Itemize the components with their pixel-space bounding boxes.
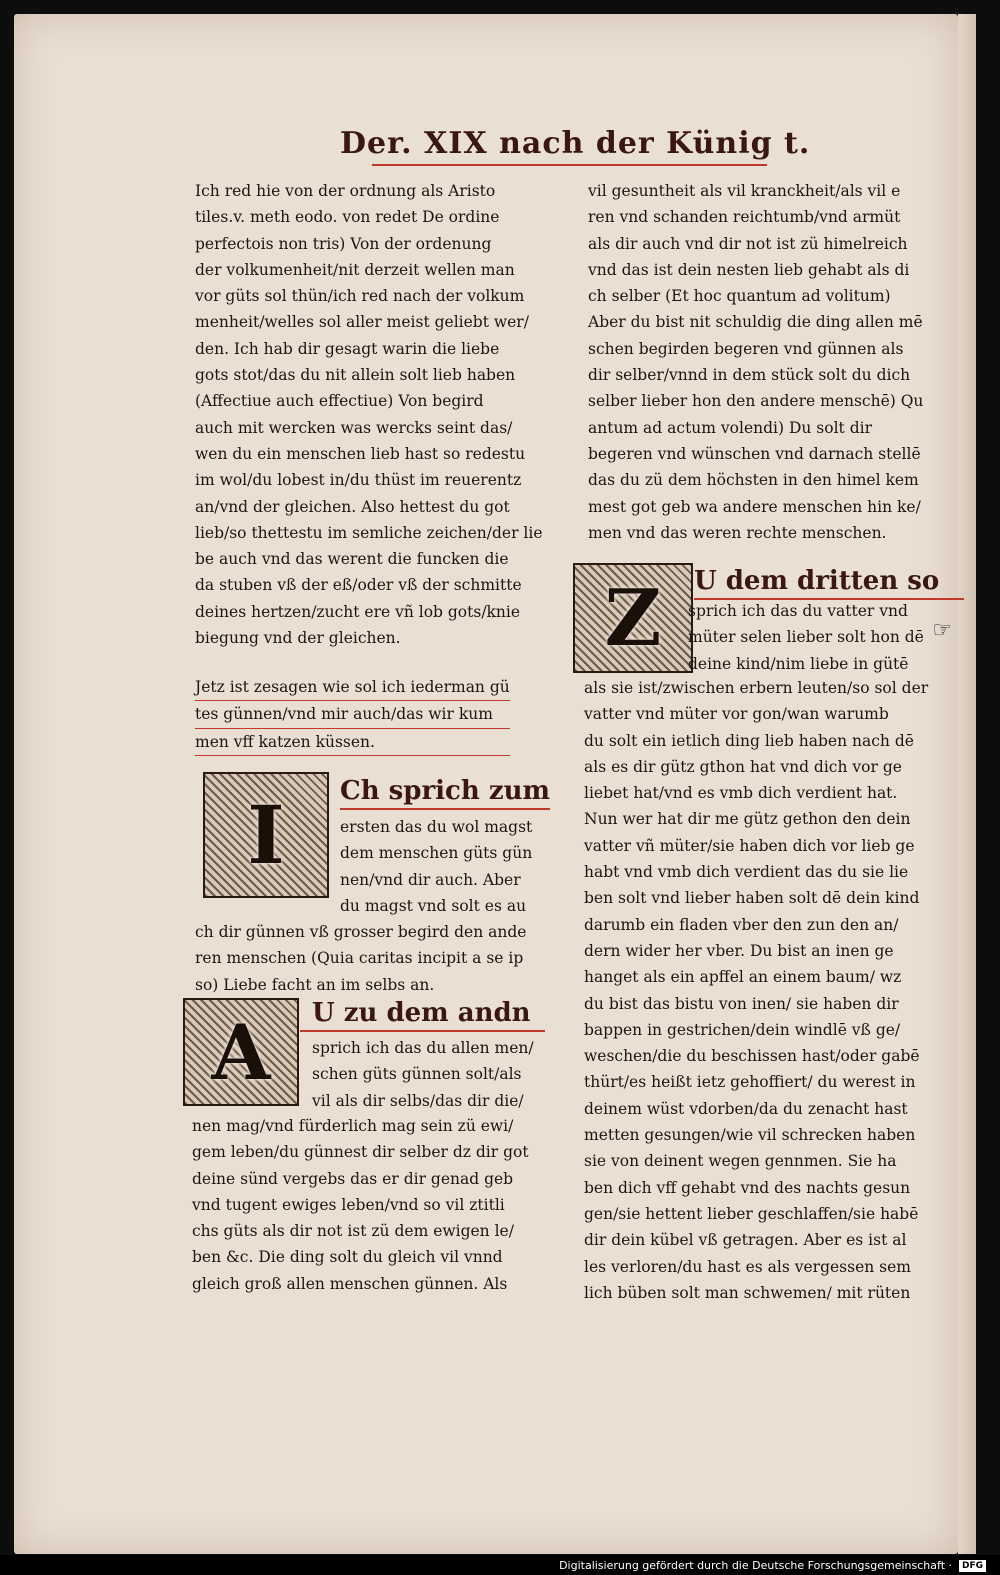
text-line: ben dich vff gehabt vnd des nachts gesun [584,1178,911,1197]
left-column-block-2 [195,674,510,756]
text-line: dir dein kübel vß getragen. Aber es ist al [584,1231,907,1250]
text-line: liebet hat/vnd es vmb dich verdient hat. [584,784,898,803]
text-line: auch mit wercken was wercks seint das/ [195,418,513,437]
dfg-logo: DFG [959,1560,986,1572]
header-rule [372,164,767,166]
text-line: ren vnd schanden reichtumb/vnd armüt [588,208,901,227]
text-line: deinem wüst vdorben/da du zenacht hast [584,1099,908,1118]
text-line: sprich ich das du allen men/ [312,1039,534,1057]
text-line: chs güts als dir not ist zü dem ewigen le/ [192,1222,514,1241]
text-line: an/vnd der gleichen. Also hettest du got [195,497,510,516]
text-line: du bist das bistu von inen/ sie haben dir [584,994,899,1013]
text-line: vatter vñ müter/sie haben dich vor lieb ge [584,836,915,855]
text-line: schen begirden begeren vnd günnen als [588,339,904,358]
text-line: deine kind/nim liebe in gütē [688,654,909,673]
right-column-block-1 [588,178,923,546]
text-line: nen/vnd dir auch. Aber [340,870,521,889]
text-line: thürt/es heißt ietz gehoffiert/ du werest in [584,1073,916,1092]
text-line: ben solt vnd lieber haben solt dē dein kind [584,889,920,908]
heading-1-rule [340,808,550,810]
text-line: als dir auch vnd dir not ist zü himelreich [588,234,908,253]
initial-letter-2: A [211,1007,271,1097]
text-line: ch selber (Et hoc quantum ad volitum) [588,287,891,306]
page-edge [958,14,976,1554]
text-line: habt vnd vmb dich verdient das du sie lie [584,863,909,882]
text-line: da stuben vß der eß/oder vß der schmitte [195,576,522,595]
text-line: vatter vnd müter vor gon/wan warumb [584,705,889,724]
text-line: be auch vnd das werent die funcken die [195,550,509,569]
text-line: vnd tugent ewiges leben/vnd so vil ztitli [192,1195,505,1214]
text-line: bappen in gestrichen/dein windlē vß ge/ [584,1020,901,1039]
text-line: darumb ein fladen vber den zun den an/ [584,915,899,934]
section-heading-3: U dem dritten so [694,566,940,596]
text-line: gen/sie hettent lieber geschlaffen/sie habē [584,1204,919,1223]
text-line: müter selen lieber solt hon dē [688,628,924,647]
text-line: perfectois non tris) Von der ordenung [195,234,492,253]
text-line: im wol/du lobest in/du thüst im reuerentz [195,471,522,490]
text-line: men vnd das weren rechte menschen. [588,523,887,542]
text-line: lieb/so thettestu im semliche zeichen/der lie [195,523,543,542]
text-line: ch dir günnen vß grosser begird den ande [195,923,527,941]
text-line: tiles.v. meth eodo. von redet De ordine [195,208,500,227]
text-line: als es dir gütz gthon hat vnd dich vor ge [584,757,902,776]
text-line: vil gesuntheit als vil kranckheit/als vil e [588,182,901,200]
text-line: ben &c. Die ding solt du gleich vil vnnd [192,1248,503,1267]
digitization-credit: Digitalisierung gefördert durch die Deutsche Forschungsgemeinschaft · [559,1559,952,1572]
left-column-block-1 [195,178,543,651]
left-column-block-4-indented [312,1035,534,1114]
text-line: der volkumenheit/nit derzeit wellen man [195,260,515,279]
text-line: deine sünd vergebs das er dir genad geb [192,1169,514,1188]
text-line: Nun wer hat dir me gütz gethon den dein [584,810,911,829]
text-line: begeren vnd wünschen vnd darnach stellē [588,444,921,463]
text-line: ersten das du wol magst [340,818,533,836]
text-line: Aber du bist nit schuldig die ding allen mē [588,313,923,332]
section-heading-2: U zu dem andn [312,998,531,1028]
text-line: dem menschen güts gün [340,844,533,863]
pointing-hand-icon: ☞ [932,618,952,643]
text-line: schen güts günnen solt/als [312,1065,522,1084]
text-line: menheit/welles sol aller meist geliebt wer/ [195,313,529,332]
text-line: gleich groß allen menschen günnen. Als [192,1274,508,1293]
text-line: metten gesungen/wie vil schrecken haben [584,1126,916,1145]
left-column-block-4 [192,1113,529,1297]
text-line: men vff katzen küssen. [195,729,510,756]
text-line: vil als dir selbs/das dir die/ [312,1091,524,1110]
text-line: tes günnen/vnd mir auch/das wir kum [195,701,510,728]
text-line: antum ad actum volendi) Du solt dir [588,418,872,437]
text-line: vor güts sol thün/ich red nach der volkum [195,287,525,306]
text-line: sprich ich das du vatter vnd [688,602,908,620]
initial-letter-3: Z [604,572,662,664]
text-line: hanget als ein apffel an einem baum/ wz [584,968,902,987]
initial-letter-1: I [247,788,285,882]
text-line: dir selber/vnnd in dem stück solt du dich [588,366,911,385]
text-line: sie von deinent wegen gennmen. Sie ha [584,1152,897,1171]
decorated-initial-2 [183,998,299,1106]
page-header-title: Der. XIX nach der Künig t. [340,126,811,161]
text-line: als sie ist/zwischen erbern leuten/so sol der [584,679,929,697]
text-line: dern wider her vber. Du bist an inen ge [584,941,894,960]
text-line: das du zü dem höchsten in den himel kem [588,471,919,490]
text-line: weschen/die du beschissen hast/oder gabē [584,1047,920,1066]
text-line: gots stot/das du nit allein solt lieb haben [195,366,516,385]
text-line: wen du ein menschen lieb hast so redestu [195,444,526,463]
right-column-block-2-indented [688,598,924,677]
text-line: selber lieber hon den andere menschē) Qu [588,392,924,411]
text-line: mest got geb wa andere menschen hin ke/ [588,497,921,516]
text-line: du magst vnd solt es au [340,896,527,915]
section-heading-1: Ch sprich zum [340,776,551,806]
text-line: (Affectiue auch effectiue) Von begird [195,392,484,411]
text-line: den. Ich hab dir gesagt warin die liebe [195,339,500,358]
text-line: biegung vnd der gleichen. [195,629,401,648]
decorated-initial-3 [573,563,693,673]
text-line: du solt ein ietlich ding lieb haben nach dē [584,731,914,750]
text-line: deines hertzen/zucht ere vñ lob gots/knie [195,602,521,621]
text-line: lich büben solt man schwemen/ mit rüten [584,1283,911,1302]
text-line: vnd das ist dein nesten lieb gehabt als di [588,260,910,279]
decorated-initial-1 [203,772,329,898]
digitization-bar [0,1555,1000,1575]
text-line: ren menschen (Quia caritas incipit a se ip [195,949,524,968]
left-column-block-3 [195,919,526,998]
text-line: so) Liebe facht an im selbs an. [195,975,435,994]
text-line: les verloren/du hast es als vergessen sem [584,1257,911,1276]
left-column-block-3-indented [340,814,532,919]
text-line: Ich red hie von der ordnung als Aristo [195,182,496,200]
right-column-block-2 [584,675,928,1306]
text-line: Jetz ist zesagen wie sol ich iederman gü [195,674,510,701]
heading-2-rule [300,1030,545,1032]
text-line: gem leben/du günnest dir selber dz dir got [192,1143,529,1162]
text-line: nen mag/vnd fürderlich mag sein zü ewi/ [192,1117,514,1135]
